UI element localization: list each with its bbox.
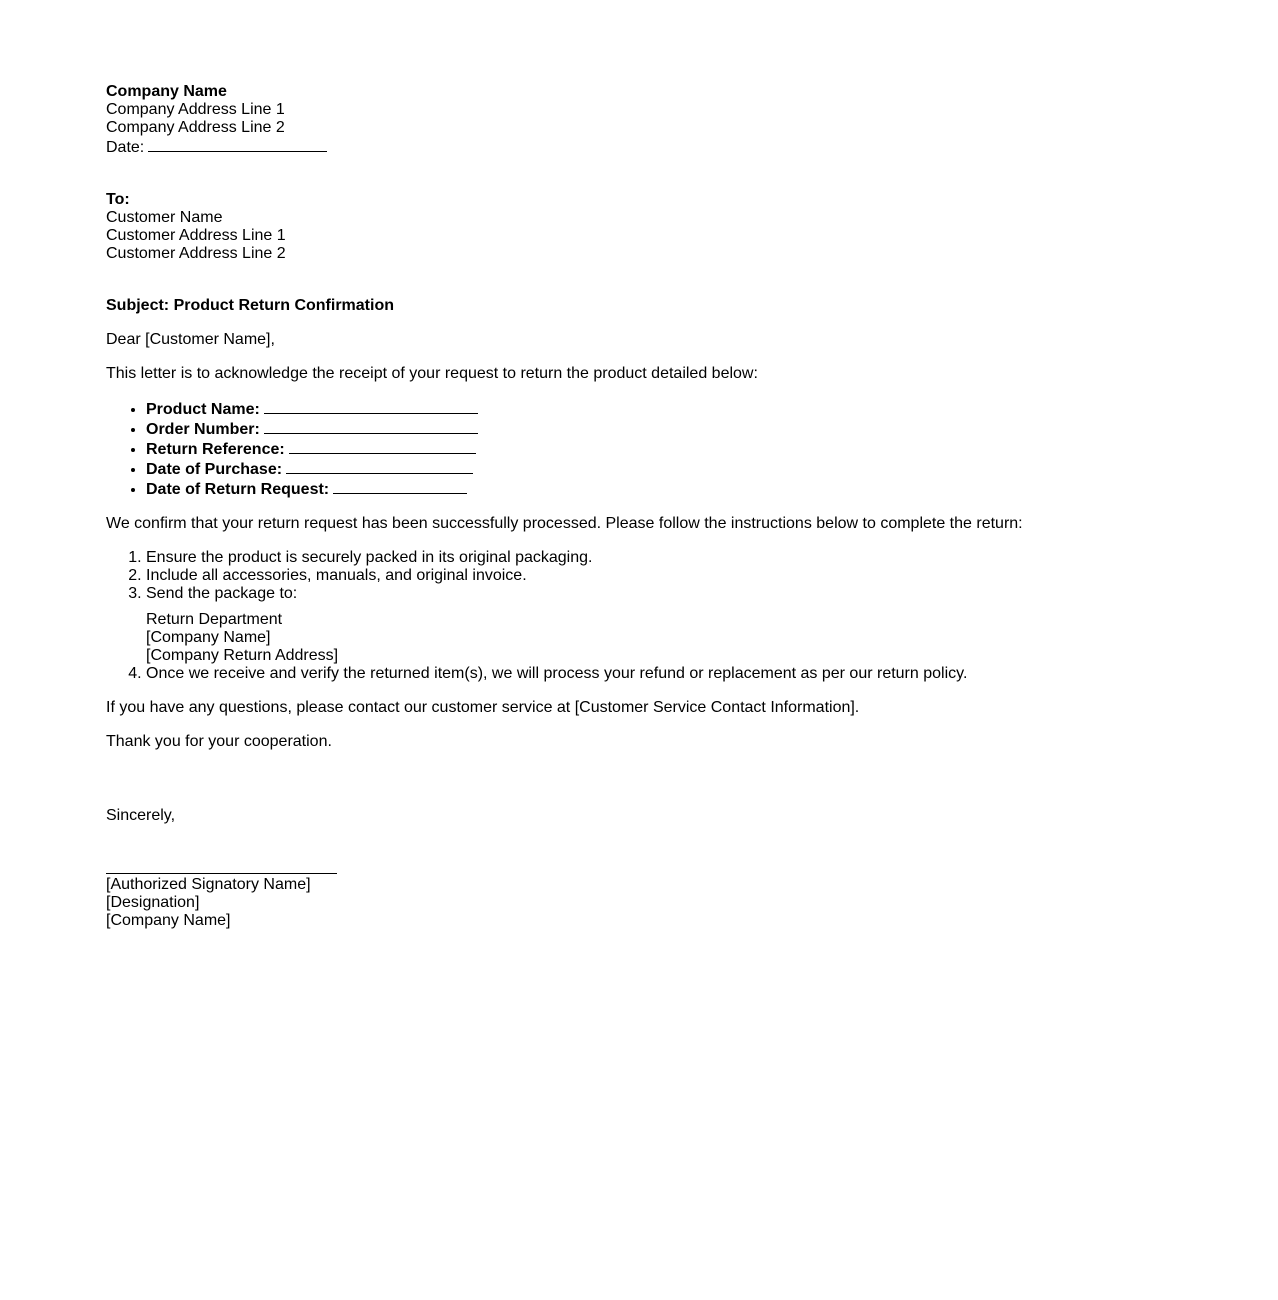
date-blank xyxy=(148,137,327,152)
sender-address-line-1: Company Address Line 1 xyxy=(106,101,285,118)
blank-field xyxy=(289,439,476,454)
confirmation-paragraph: We confirm that your return request has been successfully processed. Please follow the instructions below to complete the return: xyxy=(106,515,1023,532)
recipient-address-line-2: Customer Address Line 2 xyxy=(106,245,286,262)
recipient-address-line-1: Customer Address Line 1 xyxy=(106,227,286,244)
instruction-item: 3. Send the package to: Return Department [Company Name] [Company Return Address] xyxy=(146,585,1206,665)
signature-line xyxy=(106,873,337,874)
blank-field xyxy=(286,459,473,474)
detail-item: • Order Number: xyxy=(146,419,1206,439)
signatory-name: [Authorized Signatory Name] xyxy=(106,876,311,893)
contact-paragraph: If you have any questions, please contact our customer service at [Customer Service Contact Information]. xyxy=(106,699,860,716)
detail-item: • Return Reference: xyxy=(146,439,1206,459)
signatory-designation: [Designation] xyxy=(106,894,200,911)
blank-field xyxy=(264,419,478,434)
return-address: Return Department [Company Name] [Company Return Address] xyxy=(146,611,339,664)
recipient-name: Customer Name xyxy=(106,209,223,226)
detail-item: • Date of Purchase: xyxy=(146,459,1206,479)
salutation: Dear [Customer Name], xyxy=(106,331,275,348)
signatory-company: [Company Name] xyxy=(106,912,231,929)
sender-block xyxy=(106,83,1206,157)
details-list xyxy=(106,399,1206,499)
thanks-paragraph: Thank you for your cooperation. xyxy=(106,733,332,750)
letter xyxy=(106,83,1206,930)
sender-address-line-2: Company Address Line 2 xyxy=(106,119,285,136)
instruction-item: 4. Once we receive and verify the returned item(s), we will process your refund or replacement as per our return policy. xyxy=(146,665,1206,683)
blank-field xyxy=(264,399,478,414)
instruction-item: 2. Include all accessories, manuals, and original invoice. xyxy=(146,567,1206,585)
detail-item: • Date of Return Request: xyxy=(146,479,1206,499)
recipient-block xyxy=(106,191,1206,263)
closing: Sincerely, xyxy=(106,807,176,824)
blank-field xyxy=(333,479,467,494)
date-label: Date: xyxy=(106,139,145,156)
intro-paragraph: This letter is to acknowledge the receipt of your request to return the product detailed below: xyxy=(106,365,758,382)
instructions-list xyxy=(106,549,1206,683)
detail-item: • Product Name: xyxy=(146,399,1206,419)
subject-line: Subject: Product Return Confirmation xyxy=(106,297,394,314)
instruction-item: 1. Ensure the product is securely packed in its original packaging. xyxy=(146,549,1206,567)
date-line xyxy=(106,137,1206,157)
to-label: To: xyxy=(106,191,130,208)
sender-company-name: Company Name xyxy=(106,83,227,100)
